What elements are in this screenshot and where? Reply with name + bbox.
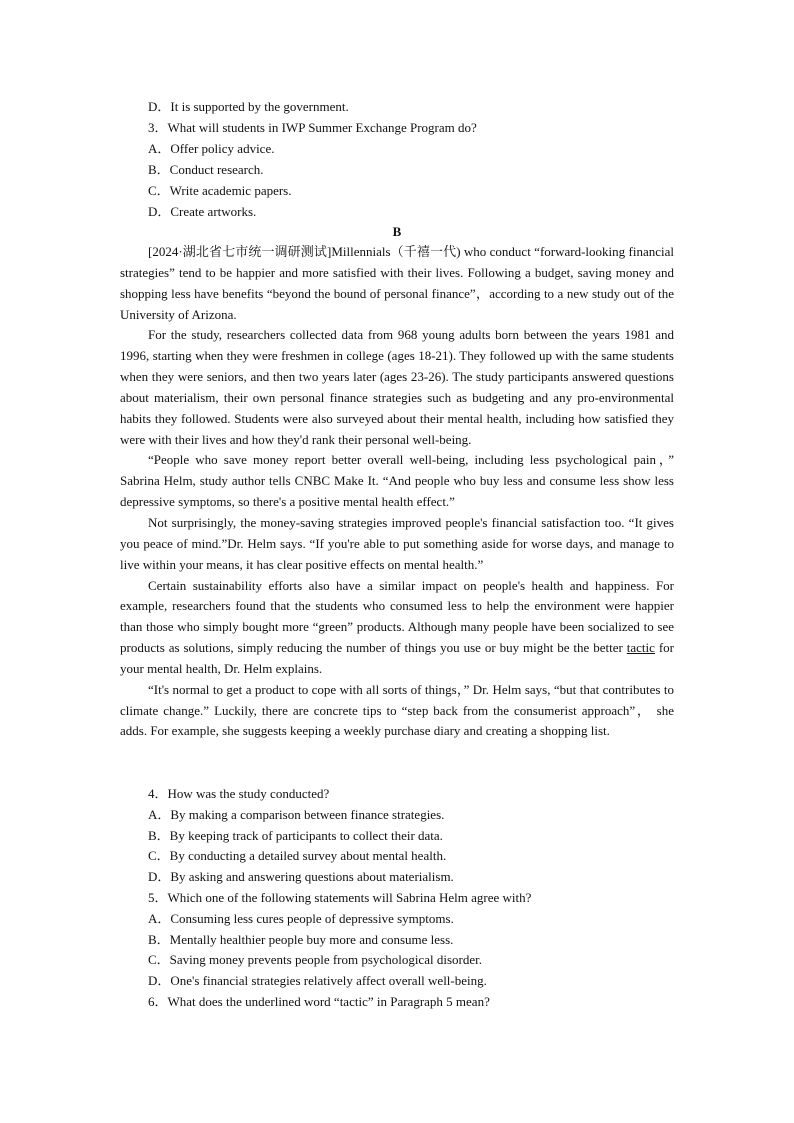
q5-option-c: C．Saving money prevents people from psychological disorder. — [148, 952, 482, 967]
section-heading: B — [392, 224, 402, 239]
question-5: 5．Which one of the following statements will Sabrina Helm agree with? — [148, 890, 532, 905]
q4-option-c: C．By conducting a detailed survey about mental health. — [148, 848, 447, 863]
passage — [120, 242, 674, 742]
q3-option-a: A．Offer policy advice. — [148, 141, 275, 156]
paragraph-1: [2024·湖北省七市统一调研测试]Millennials（千禧一代) who conduct “forward-looking financial strategies” tend to be happier and more satisfied with their lives. Following a budget, saving money and shopping less have benefits “beyond the bound of personal finance”，according to a new study out of the University of Arizona. — [120, 244, 674, 322]
q4-option-d: D．By asking and answering questions about materialism. — [148, 869, 454, 884]
q2-option-d: D．It is supported by the government. — [148, 99, 349, 114]
paragraph-5 — [120, 576, 674, 680]
q3-option-d: D．Create artworks. — [148, 204, 257, 219]
paragraph-5-text-before: Certain sustainability efforts also have a similar impact on people's health and happiness. For example, researchers found that the students who consumed less to help the environment were happier than those who simply bought more “green” products. Although many people have been socialized to see products as solutions, simply reducing the number of things you use or buy might be the better — [120, 577, 674, 656]
question-3: 3．What will students in IWP Summer Exchange Program do? — [148, 120, 477, 135]
paragraph-2: For the study, researchers collected data from 968 young adults born between the years 1981 and 1996, starting when they were freshmen in college (ages 18-21). They followed up with the same students when they were seniors, and then two years later (ages 23-26). The study participants answered questions about materialism, their own personal finance strategies such as budgeting and any pro-environmental habits they followed. Students were also surveyed about their mental health, including how satisfied they were with their lives and how they'd rank their personal well-being. — [120, 327, 674, 447]
q5-option-d: D．One's financial strategies relatively affect overall well-being. — [148, 973, 487, 988]
paragraph-4: Not surprisingly, the money-saving strategies improved people's financial satisfaction too. “It gives you peace of mind.”Dr. Helm says. “If you're able to put something aside for worse days, and manage to live within your means, it has clear positive effects on mental health.” — [120, 514, 674, 572]
q4-option-a: A．By making a comparison between finance strategies. — [148, 807, 445, 822]
paragraph-6: “It's normal to get a product to cope with all sorts of things，” Dr. Helm says, “but that contributes to climate change.” Luckily, there are concrete tips to “step back from the consumerist approach”， she adds. For example, she suggests keeping a weekly purchase diary and creating a shopping list. — [120, 681, 674, 739]
q4-option-b: B．By keeping track of participants to collect their data. — [148, 828, 443, 843]
underlined-word-tactic: tactic — [626, 640, 655, 656]
paragraph-5-text-after: for your mental health, Dr. Helm explains. — [120, 640, 674, 676]
q3-option-b: B．Conduct research. — [148, 162, 264, 177]
paragraph-3: “People who save money report better overall well-being, including less psychological pain，” Sabrina Helm, study author tells CNBC Make It. “And people who buy less and consume less show less depressive symptoms, so there's a positive mental health effect.” — [120, 452, 674, 510]
q5-option-b: B．Mentally healthier people buy more and consume less. — [148, 932, 454, 947]
q5-option-a: A．Consuming less cures people of depressive symptoms. — [148, 911, 454, 926]
q3-option-c: C．Write academic papers. — [148, 183, 292, 198]
question-6: 6．What does the underlined word “tactic” in Paragraph 5 mean? — [148, 994, 490, 1009]
question-4: 4．How was the study conducted? — [148, 786, 330, 801]
